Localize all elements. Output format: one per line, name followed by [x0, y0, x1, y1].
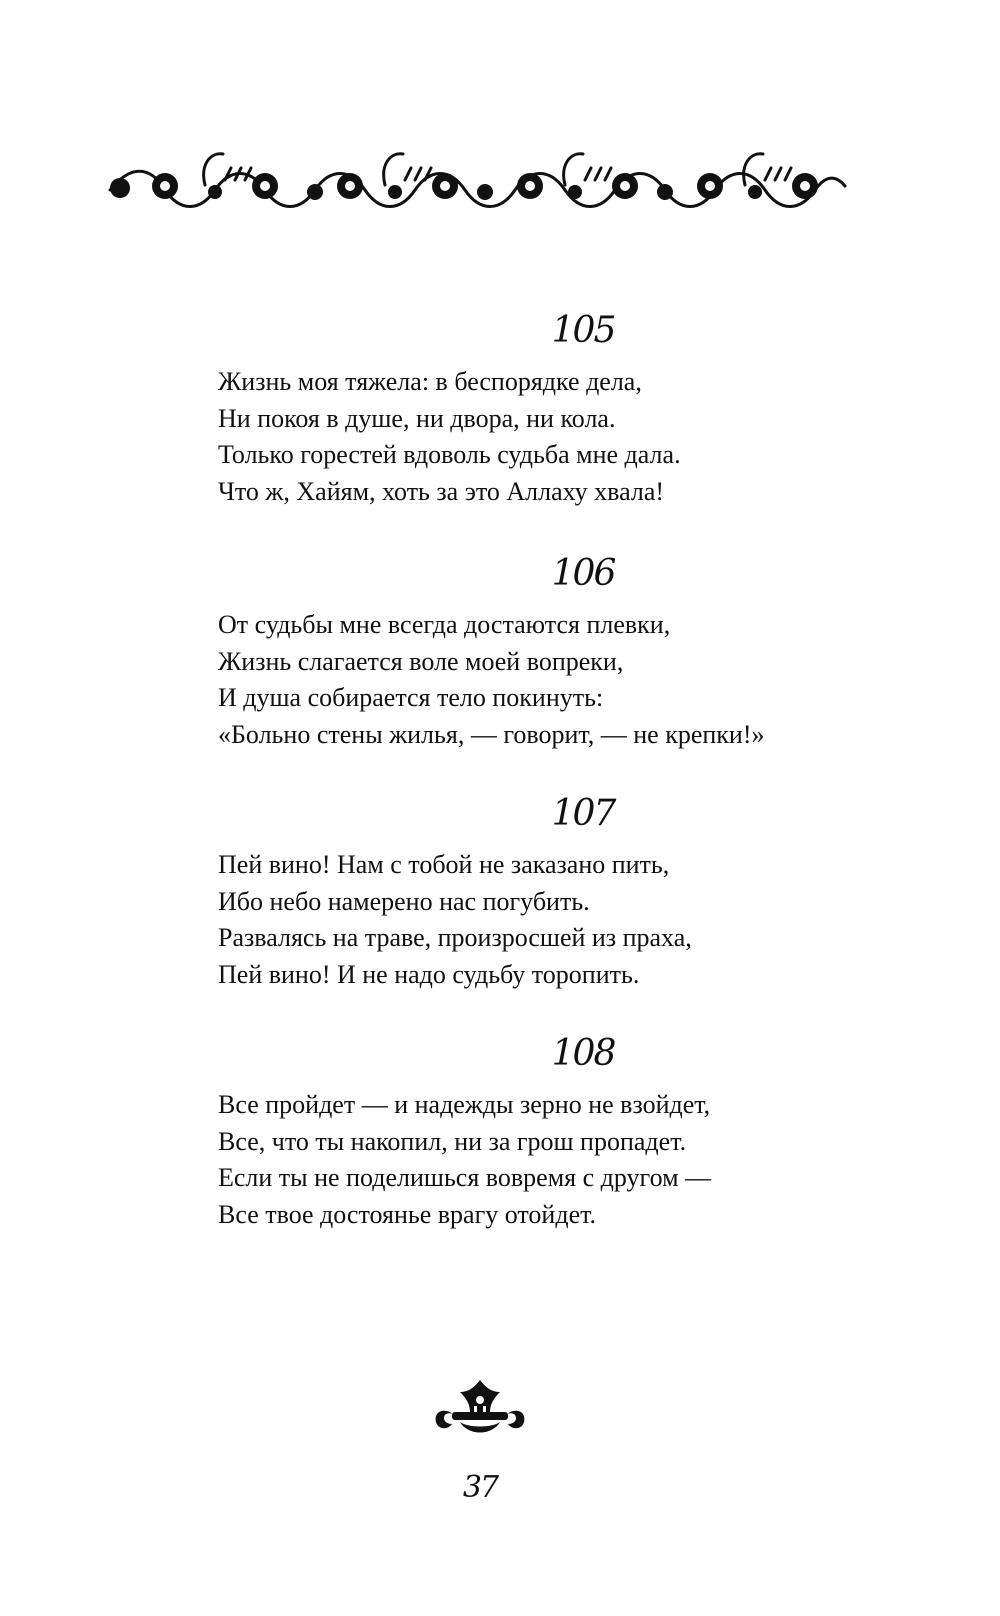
poem-line: Что ж, Хайям, хоть за это Аллаху хвала!: [218, 476, 665, 506]
poem-line: Пей вино! И не надо судьбу торопить.: [218, 959, 640, 989]
poem-line: И душа собирается тело покинуть:: [218, 683, 604, 712]
poem-number: 107: [551, 793, 615, 834]
poem-107: [218, 793, 858, 993]
palmette-fleuron-icon: [430, 1378, 530, 1442]
poem-line: Жизнь моя тяжела: в беспорядке дела,: [218, 367, 642, 396]
poem-line: Жизнь слагается воле моей вопреки,: [218, 646, 624, 676]
poem-number: 108: [551, 1033, 615, 1074]
poem-line: Развалясь на траве, произросшей из праха,: [218, 923, 692, 952]
poem-108: [218, 1033, 858, 1233]
poem-line: «Больно стены жилья, — говорит, — не крепки!»: [218, 719, 765, 749]
poem-105: [218, 310, 858, 510]
poem-lines: [218, 1087, 858, 1233]
scroll-vine-border-icon: [105, 140, 850, 220]
poem-lines: [218, 607, 858, 753]
poem-line: От судьбы мне всегда достаются плевки,: [218, 610, 671, 639]
poem-106: [218, 553, 858, 753]
poem-lines: [218, 847, 858, 993]
page-number: 37: [462, 1470, 498, 1505]
poem-line: Все твое достоянье врагу отойдет.: [218, 1199, 597, 1229]
poem-lines: [218, 364, 858, 510]
poem-line: Пей вино! Нам с тобой не заказано пить,: [218, 850, 670, 879]
poem-line: Ибо небо намерено нас погубить.: [218, 886, 590, 916]
poem-line: Все, что ты накопил, ни за грош пропадет.: [218, 1126, 687, 1156]
poem-line: Если ты не поделишься вовремя с другом —: [218, 1163, 712, 1192]
poem-line: Только горестей вдоволь судьба мне дала.: [218, 440, 681, 469]
poem-line: Все пройдет — и надежды зерно не взойдет,: [218, 1090, 711, 1119]
poem-number: 105: [551, 310, 615, 351]
poem-line: Ни покоя в душе, ни двора, ни кола.: [218, 403, 616, 433]
poem-number: 106: [551, 553, 615, 594]
